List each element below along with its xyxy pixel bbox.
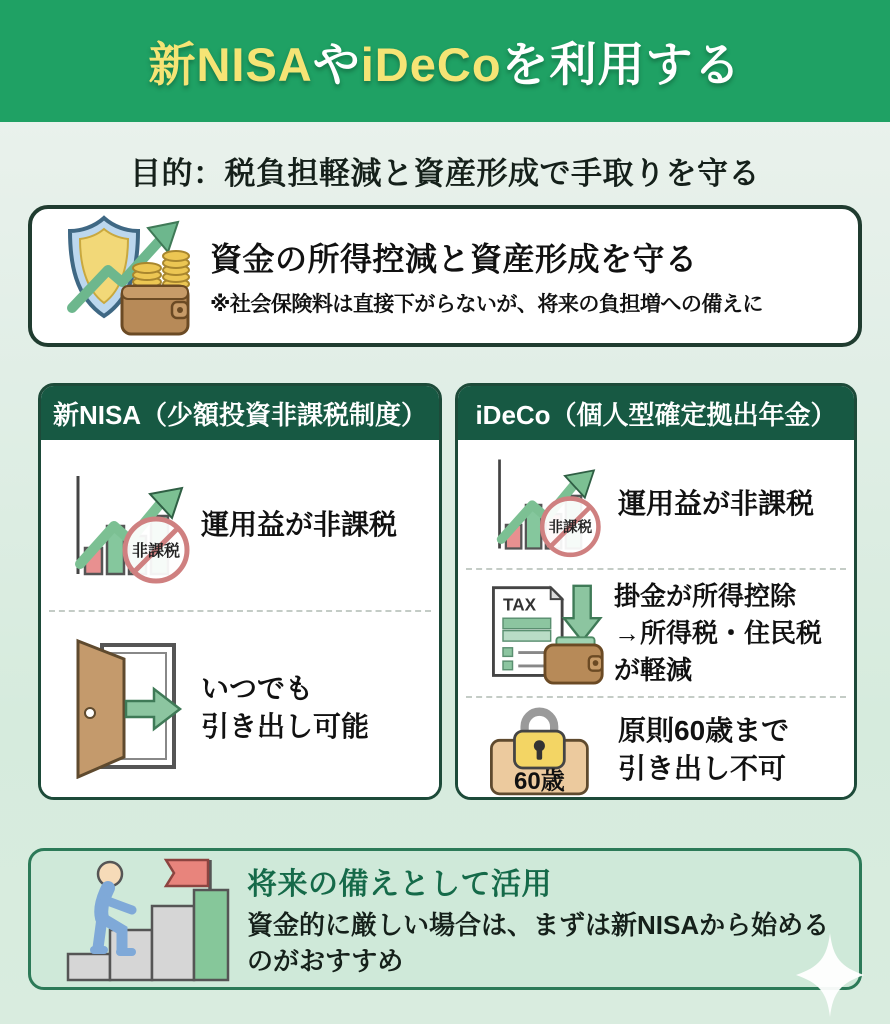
ideco-deduction-row	[458, 570, 854, 696]
tax-document-deduction-icon	[478, 577, 610, 689]
shield-wallet-icon	[46, 212, 204, 340]
header-banner	[0, 0, 890, 122]
nisa-withdraw-line1: いつでも	[201, 672, 314, 704]
ideco-lock-line2: 引き出し不可	[618, 752, 787, 784]
tax-label: TAX	[502, 594, 537, 615]
nisa-withdraw-text	[193, 670, 425, 746]
summary-card	[28, 205, 862, 347]
conclusion-body	[247, 907, 843, 979]
ideco-lock-line1: 原則60歳まで	[618, 714, 790, 746]
conclusion-body-line1: 資金的に厳しい場合は、まずは新NISAから始める	[247, 910, 830, 940]
nisa-withdraw-row	[41, 612, 439, 800]
ideco-tax-free-text: 運用益が非課税	[618, 488, 815, 519]
title-suffix: を利用する	[501, 37, 742, 91]
stairs-goal-flag-icon	[47, 856, 247, 982]
ideco-lock-text	[610, 712, 840, 788]
conclusion-title: 将来の備えとして活用	[247, 868, 552, 901]
title-ideco: iDeCo	[360, 37, 502, 91]
ideco-lock-row	[458, 698, 854, 800]
nisa-panel-title: 新NISA（少額投資非課税制度）	[41, 386, 439, 440]
ideco-deduction-line1: 掛金が所得控除	[614, 580, 797, 611]
conclusion-card	[28, 848, 862, 990]
lock-age-label: 60歳	[514, 767, 565, 795]
tax-free-stamp-label: 非課税	[131, 543, 181, 560]
ideco-panel-title: iDeCo（個人型確定拠出年金）	[458, 386, 854, 440]
nisa-tax-free-row	[41, 440, 439, 610]
page-title	[148, 28, 741, 95]
ideco-deduction-text	[610, 578, 840, 689]
ideco-deduction-line3: が軽減	[614, 654, 693, 685]
tax-free-stamp-label: 非課税	[548, 520, 593, 537]
growth-chart-tax-free-icon	[478, 448, 610, 560]
nisa-tax-free-text: 運用益が非課税	[201, 509, 398, 540]
summary-heading: 資金の所得控減と資産形成を守る	[210, 241, 698, 277]
ideco-deduction-line2: →所得税・住民税	[614, 617, 823, 648]
summary-note: ※社会保険料は直接下がらないが、将来の負担増への備えに	[210, 293, 763, 316]
growth-chart-tax-free-icon	[61, 464, 193, 586]
title-ya: や	[312, 37, 361, 91]
open-door-exit-icon	[61, 637, 193, 779]
ideco-tax-free-row	[458, 440, 854, 568]
lock-until-60-icon	[478, 701, 610, 799]
purpose-statement: 目的：税負担軽減と資産形成で手取りを守る	[130, 156, 760, 191]
sparkle-icon	[792, 933, 868, 1022]
title-nisa: 新NISA	[148, 37, 313, 91]
nisa-withdraw-line2: 引き出し可能	[201, 710, 370, 742]
conclusion-body-line2: のがおすすめ	[247, 946, 404, 976]
ideco-panel	[455, 383, 857, 800]
nisa-panel	[38, 383, 442, 800]
